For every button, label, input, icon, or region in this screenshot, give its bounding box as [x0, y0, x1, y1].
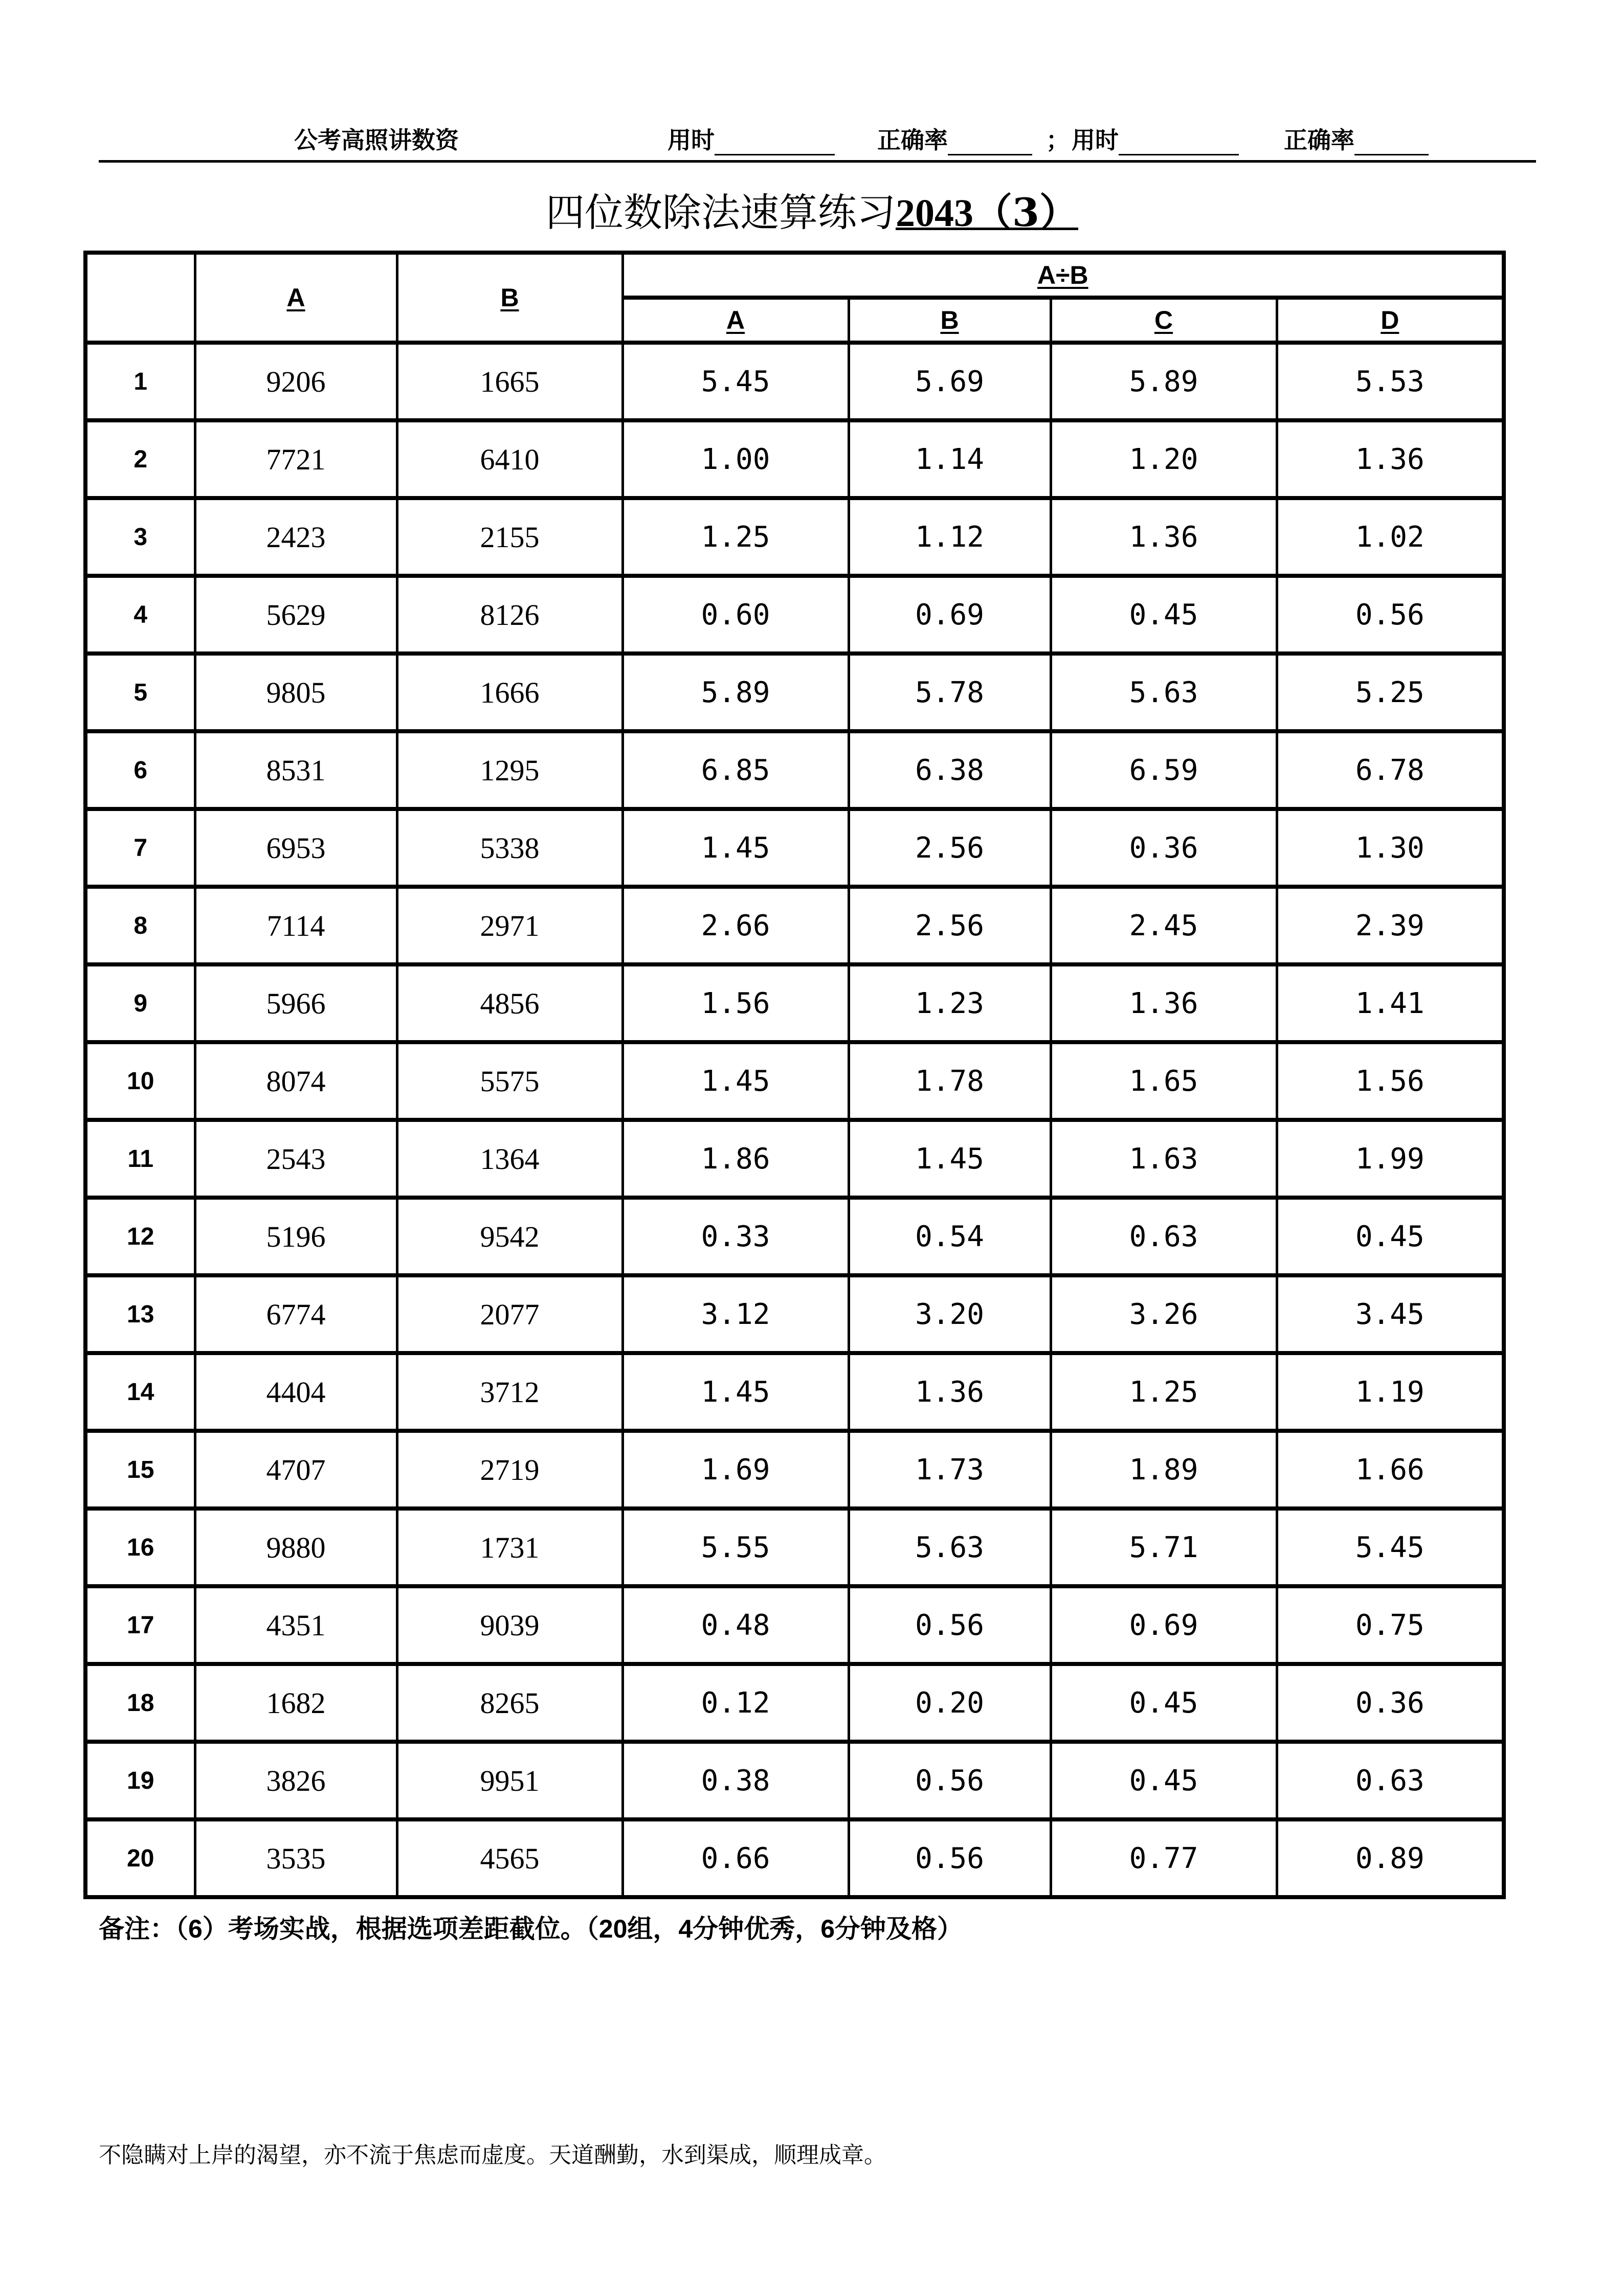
option-a: 0.48 [622, 1586, 849, 1664]
source-label: 公考高照讲数资 [294, 127, 459, 153]
time-field-1[interactable] [668, 122, 835, 155]
option-a: 0.66 [622, 1819, 849, 1897]
value-b: 2719 [397, 1431, 622, 1509]
value-a: 7114 [195, 887, 397, 964]
option-a: 3.12 [622, 1275, 849, 1353]
option-c: 0.36 [1051, 809, 1277, 887]
option-c: 1.36 [1051, 498, 1277, 576]
row-index: 3 [85, 498, 195, 576]
option-a: 1.25 [622, 498, 849, 576]
accuracy-label-2: 正确率 [1284, 127, 1354, 153]
row-index: 2 [85, 420, 195, 498]
option-b: 6.38 [849, 731, 1051, 809]
row-index: 5 [85, 654, 195, 731]
option-b: 0.69 [849, 576, 1051, 654]
table-row [85, 1198, 1504, 1275]
table-row [85, 964, 1504, 1042]
option-d: 5.45 [1277, 1509, 1504, 1586]
option-d: 2.39 [1277, 887, 1504, 964]
value-b: 8265 [397, 1664, 622, 1742]
option-b: 2.56 [849, 809, 1051, 887]
value-b: 2971 [397, 887, 622, 964]
option-d: 0.36 [1277, 1664, 1504, 1742]
table-row [85, 654, 1504, 731]
value-b: 3712 [397, 1353, 622, 1431]
option-a-header: A [622, 298, 849, 343]
title-text: 四位数除法速算练习 [546, 190, 896, 235]
option-c-header: C [1051, 298, 1277, 343]
row-index: 7 [85, 809, 195, 887]
option-c: 6.59 [1051, 731, 1277, 809]
table-row [85, 1275, 1504, 1353]
value-a: 8531 [195, 731, 397, 809]
value-b: 5575 [397, 1042, 622, 1120]
row-index: 11 [85, 1120, 195, 1198]
option-b: 0.20 [849, 1664, 1051, 1742]
table-row [85, 343, 1504, 420]
table-row [85, 1664, 1504, 1742]
option-b: 1.45 [849, 1120, 1051, 1198]
table-row [85, 731, 1504, 809]
value-a: 8074 [195, 1042, 397, 1120]
index-header [85, 253, 195, 343]
option-b: 2.56 [849, 887, 1051, 964]
value-b: 1665 [397, 343, 622, 420]
value-b: 4565 [397, 1819, 622, 1897]
option-c: 0.63 [1051, 1198, 1277, 1275]
value-b: 1295 [397, 731, 622, 809]
value-b: 2077 [397, 1275, 622, 1353]
accuracy-blank-2[interactable] [1354, 131, 1429, 155]
quotient-group-header: A÷B [622, 253, 1504, 298]
option-b: 5.63 [849, 1509, 1051, 1586]
value-a: 5629 [195, 576, 397, 654]
option-a: 1.86 [622, 1120, 849, 1198]
option-c: 0.77 [1051, 1819, 1277, 1897]
value-a: 3826 [195, 1742, 397, 1819]
option-c: 2.45 [1051, 887, 1277, 964]
option-d: 3.45 [1277, 1275, 1504, 1353]
column-a-header: A [195, 253, 397, 343]
note: 备注：（6）考场实战，根据选项差距截位。（20组，4分钟优秀，6分钟及格） [99, 1915, 963, 1943]
option-c: 1.89 [1051, 1431, 1277, 1509]
value-b: 4856 [397, 964, 622, 1042]
option-d: 0.63 [1277, 1742, 1504, 1819]
row-index: 6 [85, 731, 195, 809]
row-index: 1 [85, 343, 195, 420]
option-a: 1.69 [622, 1431, 849, 1509]
row-index: 20 [85, 1819, 195, 1897]
option-a: 0.60 [622, 576, 849, 654]
row-index: 13 [85, 1275, 195, 1353]
option-c: 1.20 [1051, 420, 1277, 498]
option-d: 5.53 [1277, 343, 1504, 420]
row-index: 19 [85, 1742, 195, 1819]
option-b: 1.73 [849, 1431, 1051, 1509]
value-b: 9039 [397, 1586, 622, 1664]
row-index: 4 [85, 576, 195, 654]
table-row [85, 1819, 1504, 1897]
option-a: 2.66 [622, 887, 849, 964]
option-c: 0.69 [1051, 1586, 1277, 1664]
table-row [85, 887, 1504, 964]
option-d: 6.78 [1277, 731, 1504, 809]
row-index: 9 [85, 964, 195, 1042]
option-c: 1.36 [1051, 964, 1277, 1042]
option-d: 1.19 [1277, 1353, 1504, 1431]
option-a: 1.45 [622, 809, 849, 887]
table-row [85, 1586, 1504, 1664]
value-a: 9805 [195, 654, 397, 731]
value-a: 3535 [195, 1819, 397, 1897]
option-d: 0.56 [1277, 576, 1504, 654]
option-c: 5.89 [1051, 343, 1277, 420]
option-b: 1.23 [849, 964, 1051, 1042]
option-c: 0.45 [1051, 576, 1277, 654]
value-a: 5196 [195, 1198, 397, 1275]
option-d: 1.99 [1277, 1120, 1504, 1198]
value-b: 9951 [397, 1742, 622, 1819]
row-index: 17 [85, 1586, 195, 1664]
value-a: 2543 [195, 1120, 397, 1198]
option-b: 1.14 [849, 420, 1051, 498]
option-b: 3.20 [849, 1275, 1051, 1353]
value-a: 5966 [195, 964, 397, 1042]
option-b: 5.69 [849, 343, 1051, 420]
option-d: 0.75 [1277, 1586, 1504, 1664]
table-row [85, 1353, 1504, 1431]
value-b: 6410 [397, 420, 622, 498]
value-b: 1731 [397, 1509, 622, 1586]
time-label-1: 用时 [668, 127, 715, 153]
option-d: 1.36 [1277, 420, 1504, 498]
option-b: 0.56 [849, 1819, 1051, 1897]
value-b: 5338 [397, 809, 622, 887]
row-index: 15 [85, 1431, 195, 1509]
value-a: 1682 [195, 1664, 397, 1742]
separator: ； [1046, 127, 1070, 153]
header-divider [99, 160, 1536, 163]
table-row [85, 1742, 1504, 1819]
option-d: 1.56 [1277, 1042, 1504, 1120]
option-b: 5.78 [849, 654, 1051, 731]
table-row [85, 420, 1504, 498]
option-a: 1.00 [622, 420, 849, 498]
value-a: 9880 [195, 1509, 397, 1586]
option-a: 1.45 [622, 1042, 849, 1120]
row-index: 8 [85, 887, 195, 964]
option-b-header: B [849, 298, 1051, 343]
value-a: 4707 [195, 1431, 397, 1509]
row-index: 14 [85, 1353, 195, 1431]
option-a: 0.12 [622, 1664, 849, 1742]
time-label-2: 用时 [1072, 127, 1119, 153]
option-d: 1.30 [1277, 809, 1504, 887]
option-c: 5.71 [1051, 1509, 1277, 1586]
title-part: （3） [973, 190, 1078, 235]
page-title [0, 182, 1624, 237]
motto: 不隐瞒对上岸的渴望，亦不流于焦虑而虚度。天道酬勤，水到渠成，顺理成章。 [99, 2143, 886, 2168]
option-d: 1.41 [1277, 964, 1504, 1042]
option-a: 1.56 [622, 964, 849, 1042]
value-b: 1666 [397, 654, 622, 731]
option-b: 0.56 [849, 1586, 1051, 1664]
option-c: 3.26 [1051, 1275, 1277, 1353]
value-b: 2155 [397, 498, 622, 576]
option-a: 6.85 [622, 731, 849, 809]
value-a: 7721 [195, 420, 397, 498]
table-row [85, 498, 1504, 576]
practice-table [83, 251, 1506, 1899]
value-a: 4404 [195, 1353, 397, 1431]
table-row [85, 576, 1504, 654]
value-a: 4351 [195, 1586, 397, 1664]
value-a: 6774 [195, 1275, 397, 1353]
value-b: 8126 [397, 576, 622, 654]
row-index: 18 [85, 1664, 195, 1742]
option-d-header: D [1277, 298, 1504, 343]
option-c: 1.63 [1051, 1120, 1277, 1198]
option-c: 0.45 [1051, 1664, 1277, 1742]
accuracy-label-1: 正确率 [877, 127, 948, 153]
option-b: 0.54 [849, 1198, 1051, 1275]
option-d: 0.45 [1277, 1198, 1504, 1275]
row-index: 16 [85, 1509, 195, 1586]
option-b: 1.12 [849, 498, 1051, 576]
option-c: 1.25 [1051, 1353, 1277, 1431]
accuracy-blank-1[interactable] [948, 131, 1032, 155]
value-a: 6953 [195, 809, 397, 887]
option-c: 0.45 [1051, 1742, 1277, 1819]
option-b: 1.36 [849, 1353, 1051, 1431]
option-a: 5.89 [622, 654, 849, 731]
option-a: 1.45 [622, 1353, 849, 1431]
time-blank-1[interactable] [715, 131, 835, 155]
option-d: 5.25 [1277, 654, 1504, 731]
option-a: 0.38 [622, 1742, 849, 1819]
table-row [85, 1431, 1504, 1509]
option-a: 5.55 [622, 1509, 849, 1586]
time-blank-2[interactable] [1119, 131, 1239, 155]
value-a: 2423 [195, 498, 397, 576]
table-row [85, 1120, 1504, 1198]
value-b: 9542 [397, 1198, 622, 1275]
table-row [85, 1042, 1504, 1120]
option-a: 0.33 [622, 1198, 849, 1275]
option-c: 5.63 [1051, 654, 1277, 731]
option-b: 0.56 [849, 1742, 1051, 1819]
option-c: 1.65 [1051, 1042, 1277, 1120]
table-row [85, 1509, 1504, 1586]
accuracy-field-1[interactable] [877, 122, 1032, 155]
column-b-header: B [397, 253, 622, 343]
row-index: 12 [85, 1198, 195, 1275]
row-index: 10 [85, 1042, 195, 1120]
value-a: 9206 [195, 343, 397, 420]
page-header [97, 122, 1529, 152]
option-d: 0.89 [1277, 1819, 1504, 1897]
table-row [85, 809, 1504, 887]
time-field-2[interactable] [1072, 122, 1239, 155]
option-d: 1.66 [1277, 1431, 1504, 1509]
value-b: 1364 [397, 1120, 622, 1198]
option-b: 1.78 [849, 1042, 1051, 1120]
accuracy-field-2[interactable] [1284, 122, 1429, 155]
option-a: 5.45 [622, 343, 849, 420]
title-number: 2043 [896, 192, 974, 235]
option-d: 1.02 [1277, 498, 1504, 576]
